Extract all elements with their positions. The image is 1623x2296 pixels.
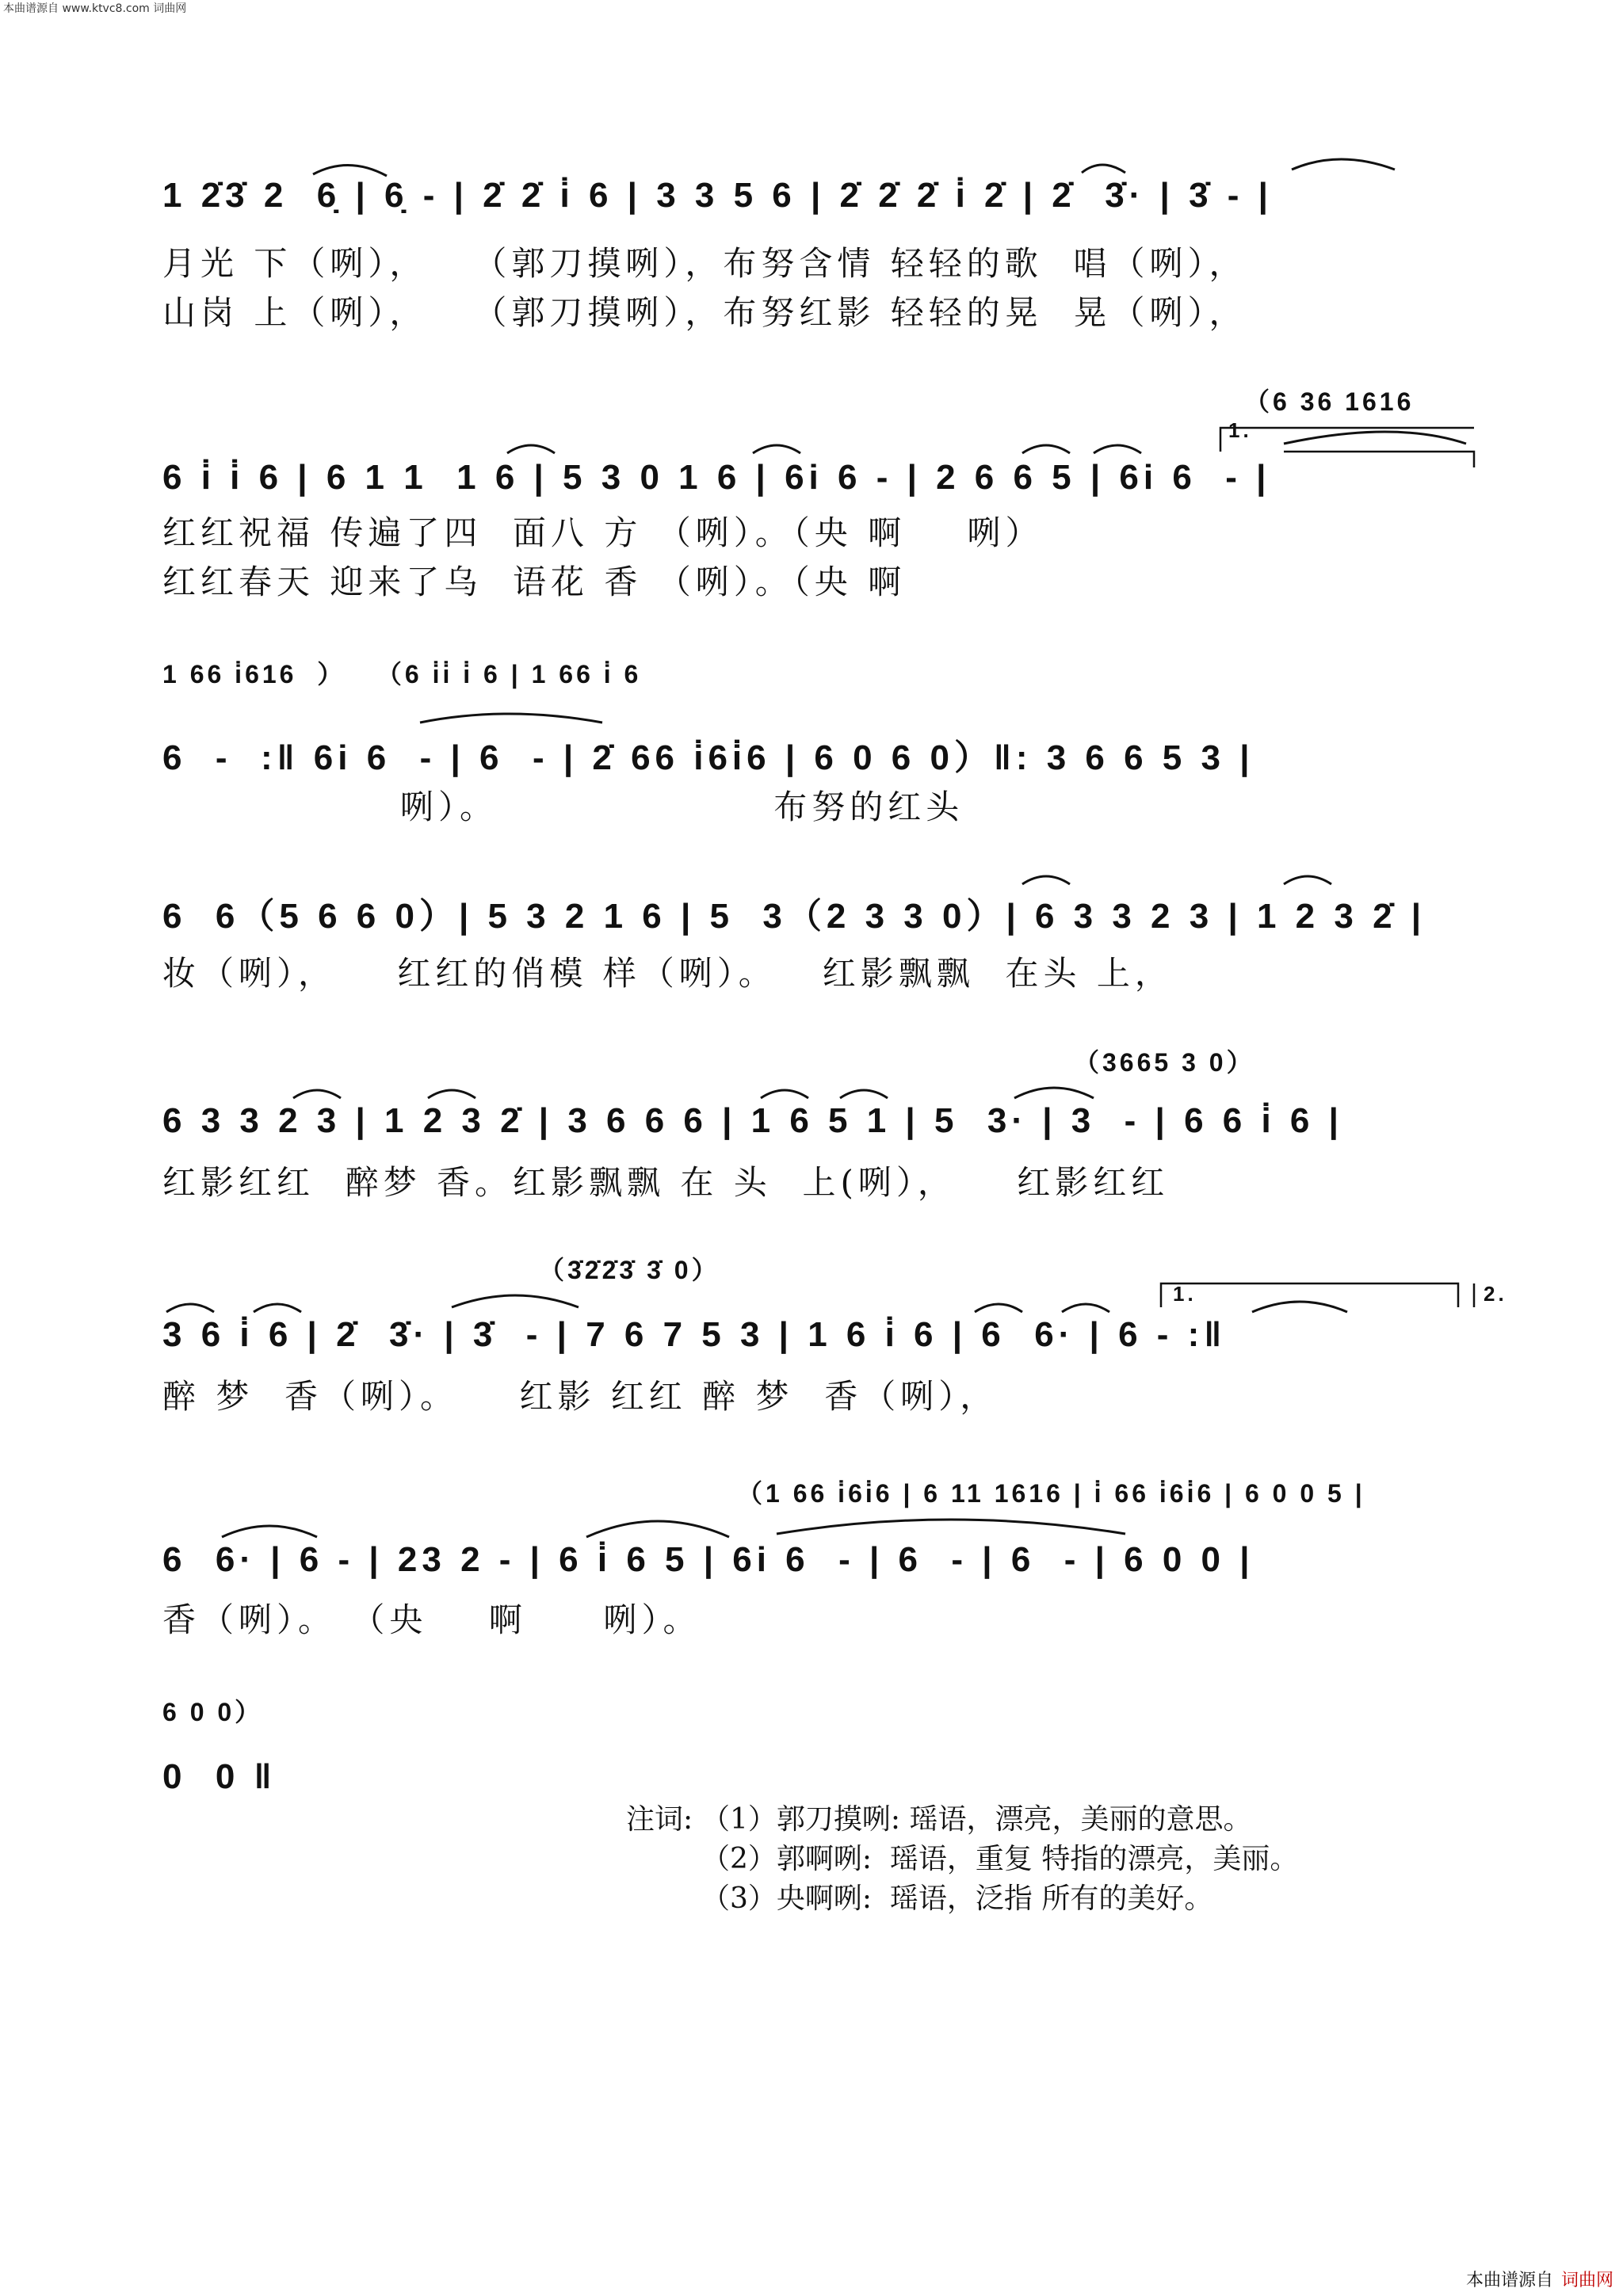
system-4-notes: 6 6（5 6 6 0）| 5 3 2 1 6 | 5 3（2 3 3 0）| 6 3 3 2 3 | 1 2 3 2̇ | <box>162 897 1426 936</box>
system-8-notes: 0 0 ‖ <box>162 1757 277 1796</box>
system-2-lyric-2: 红红春天 迎来了乌 语花 香 （咧）。（央 啊 <box>162 563 907 601</box>
system-1-lyric-1: 月光 下（咧）， （郭刀摸咧），布努含情 轻轻的歌 唱（咧）， <box>162 244 1247 283</box>
slur <box>1022 876 1070 884</box>
system-6-lyric-1: 醉 梦 香（咧）。 红影 红红 醉 梦 香（咧）， <box>162 1377 999 1416</box>
volta-bracket-6-1 <box>1161 1283 1458 1307</box>
volta-bracket-1 <box>1220 428 1474 452</box>
system-2-volta: 1. <box>1228 418 1252 442</box>
system-7-lyric-1: 香（咧）。 （央 啊 咧）。 <box>162 1600 701 1639</box>
slur <box>452 1295 579 1307</box>
system-4-lyric-1: 妆（咧）， 红红的俏模 样（咧）。 红影飘飘 在头 上， <box>162 954 1173 993</box>
slur <box>1284 432 1466 444</box>
system-5-notes: 6 3 3 2 3 | 1 2 3 2̇ | 3 6 6 6 | 1 6 5 1 | 5 3· | 3 - | 6 6 i̇ 6 | <box>162 1101 1343 1140</box>
system-2-notes: 6 i̇ i̇ 6 | 6 1 1 1 6 | 5 3 0 1 6 | 6i 6 - | 2 6 6 5 | 6i 6 - | <box>162 458 1271 497</box>
slur <box>777 1520 1125 1534</box>
system-2-lyric-1: 红红祝福 传遍了四 面八 方 （咧）。（央 啊 咧） <box>162 513 1044 552</box>
slur <box>254 1304 301 1312</box>
slur <box>428 1090 475 1098</box>
slur <box>166 1304 214 1312</box>
system-3-lyric-1: 咧）。 布努的红头 <box>400 788 964 826</box>
annotation-line-1: （1）郭刀摸咧: 瑶语，漂亮，美丽的意思。 <box>701 1803 1252 1836</box>
system-5-grace: （3665 3 0） <box>1074 1048 1255 1077</box>
system-6-grace: （3̇2̇2̇3̇ 3̇ 0） <box>539 1256 720 1284</box>
slur <box>222 1526 317 1537</box>
system-3-grace: 1 66 i̇616 ） （6 i̇i̇ i̇ 6 | 1 66 i̇ 6 <box>162 660 642 688</box>
header-source-text: 本曲谱源自 www.ktvc8.com 词曲网 <box>3 2 187 15</box>
slur <box>586 1521 729 1537</box>
system-3-notes: 6 - :‖ 6i 6 - | 6 - | 2̇ 66 i̇6i̇6 | 6 0 6 0）‖: 3 6 6 5 3 | <box>162 738 1254 777</box>
slur <box>761 1090 808 1098</box>
watermark-source: 本曲谱源自 <box>1465 2271 1553 2290</box>
annotation-line-2: （2）郭啊咧: 瑶语，重复 特指的漂亮，美丽。 <box>701 1843 1299 1875</box>
system-6-notes: 3 6 i̇ 6 | 2̇ 3̇· | 3̇ - | 7 6 7 5 3 | 1 6 i̇ 6 | 6 6· | 6 - :‖ <box>162 1315 1227 1354</box>
slur <box>1014 1088 1094 1098</box>
slur <box>975 1304 1022 1312</box>
slur <box>1284 876 1331 884</box>
annotation-title: 注词: <box>626 1803 693 1836</box>
slur <box>293 1090 341 1098</box>
system-8-grace: 6 0 0） <box>162 1698 264 1726</box>
slur <box>1062 1304 1109 1312</box>
system-1-notes: 1 2̇3̇ 2 6̣ | 6̣ - | 2̇ 2̇ i̇ 6 | 3 3 5 6 | 2̇ 2̇ 2̇ i̇ 2̇ | 2̇ 3̇· | 3̇ - | <box>162 176 1273 215</box>
slur <box>313 165 387 176</box>
system-7-notes: 6 6· | 6 - | 23 2 - | 6 i̇ 6 5 | 6i 6 - | 6 - | 6 - | 6 0 0 | <box>162 1540 1254 1579</box>
slur <box>507 445 555 453</box>
watermark-site: 词曲网 <box>1560 2271 1613 2290</box>
slur <box>1082 165 1125 173</box>
slur <box>420 714 602 723</box>
volta-bracket-1-end <box>1284 452 1474 467</box>
system-2-grace: （6 36 1616 <box>1244 387 1415 416</box>
annotation-line-3: （3）央啊咧: 瑶语，泛指 所有的美好。 <box>701 1882 1213 1915</box>
system-6-volta-1: 1. <box>1173 1282 1197 1306</box>
system-6-volta-2: 2. <box>1484 1282 1507 1306</box>
slur <box>1022 445 1070 453</box>
slur <box>1252 1302 1347 1312</box>
slur <box>840 1090 888 1098</box>
slur <box>1094 445 1141 453</box>
system-7-grace: （1 66 i̇6i̇6 | 6 11 1616 | i̇ 66 i̇6i̇6 | 6 0 0 5 | <box>737 1479 1365 1508</box>
slur <box>1292 159 1395 170</box>
slur <box>753 445 800 453</box>
system-5-lyric-1: 红影红红 醉梦 香。红影飘飘 在 头 上(咧）， 红影红红 <box>162 1163 1170 1202</box>
system-1-lyric-2: 山岗 上（咧）， （郭刀摸咧），布努红影 轻轻的晃 晃（咧）， <box>162 293 1247 332</box>
